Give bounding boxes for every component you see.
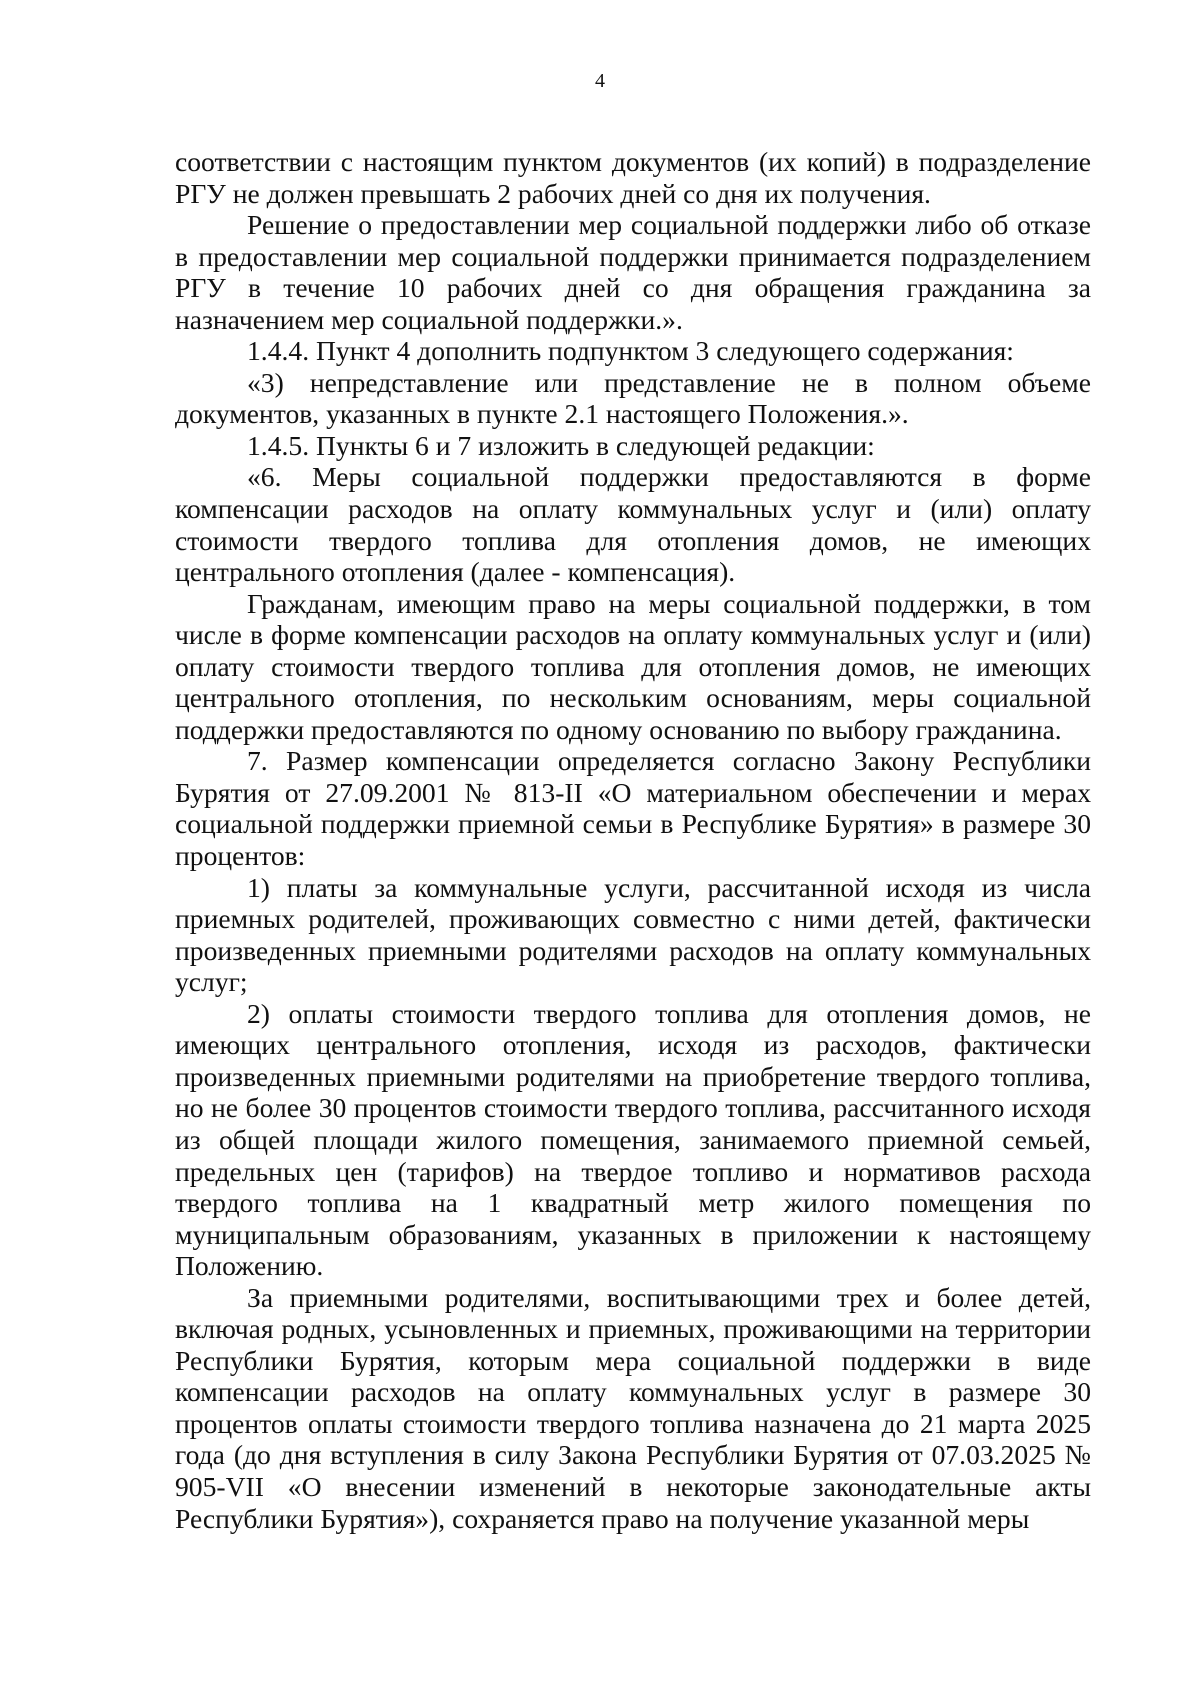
- paragraph-6: «6. Меры социальной поддержки предоставляются в форме компенсации расходов на оплату коммунальных услуг и (или) оплату стоимости твердого топлива для отопления домов, не имеющих центрального отопления (далее - компенсация).: [175, 461, 1091, 588]
- paragraph-10: 2) оплаты стоимости твердого топлива для отопления домов, не имеющих центрального отопления, исходя из расходов, фактически произведенных приемными родителями на приобретение твердого топлива, но не более 30 процентов стоимости твердого топлива, рассчитанного исходя из общей площади жилого помещения, занимаемого приемной семьей, предельных цен (тарифов) на твердое топливо и нормативов расхода твердого топлива на 1 квадратный метр жилого помещения по муниципальным образованиям, указанных в приложении к настоящему Положению.: [175, 997, 1091, 1282]
- paragraph-3: 1.4.4. Пункт 4 дополнить подпунктом 3 следующего содержания:: [247, 335, 1014, 367]
- paragraph-8: 7. Размер компенсации определяется согласно Закону Республики Бурятия от 27.09.2001 № 813-II «О материальном обеспечении и мерах социальной поддержки приемной семьи в Республике Бурятия» в размере 30 процентов:: [175, 745, 1091, 872]
- paragraph-2: Решение о предоставлении мер социальной поддержки либо об отказе в предоставлении мер социальной поддержки принимается подразделением РГУ в течение 10 рабочих дней со дня обращения гражданина за назначением мер социальной поддержки.».: [175, 209, 1091, 335]
- paragraph-9: 1) платы за коммунальные услуги, рассчитанной исходя из числа приемных родителей, проживающих совместно с ними детей, фактически произведенных приемными родителями расходов на оплату коммунальных услуг;: [175, 871, 1091, 998]
- paragraph-11: За приемными родителями, воспитывающими трех и более детей, включая родных, усыновленных и приемных, проживающими на территории Республики Бурятия, которым мера социальной поддержки в виде компенсации расходов на оплату коммунальных услуг в размере 30 процентов оплаты стоимости твердого топлива назначена до 21 марта 2025 года (до дня вступления в силу Закона Республики Бурятия от 07.03.2025 № 905-VII «О внесении изменений в некоторые законодательные акты Республики Бурятия»), сохраняется право на получение указанной меры: [175, 1281, 1091, 1534]
- paragraph-1: соответствии с настоящим пунктом документов (их копий) в подразделение РГУ не должен превышать 2 рабочих дней со дня их получения.: [175, 146, 1091, 209]
- paragraph-7: Гражданам, имеющим право на меры социальной поддержки, в том числе в форме компенсации расходов на оплату коммунальных услуг и (или) оплату стоимости твердого топлива для отопления домов, не имеющих центрального отопления, по нескольким основаниям, меры социальной поддержки предоставляются по одному основанию по выбору гражданина.: [175, 587, 1091, 745]
- page-number: 4: [595, 70, 605, 92]
- paragraph-5: 1.4.5. Пункты 6 и 7 изложить в следующей редакции:: [247, 429, 875, 461]
- document-body: [175, 146, 1091, 1534]
- paragraph-4: «3) непредставление или представление не в полном объеме документов, указанных в пункте 2.1 настоящего Положения.».: [175, 366, 1091, 430]
